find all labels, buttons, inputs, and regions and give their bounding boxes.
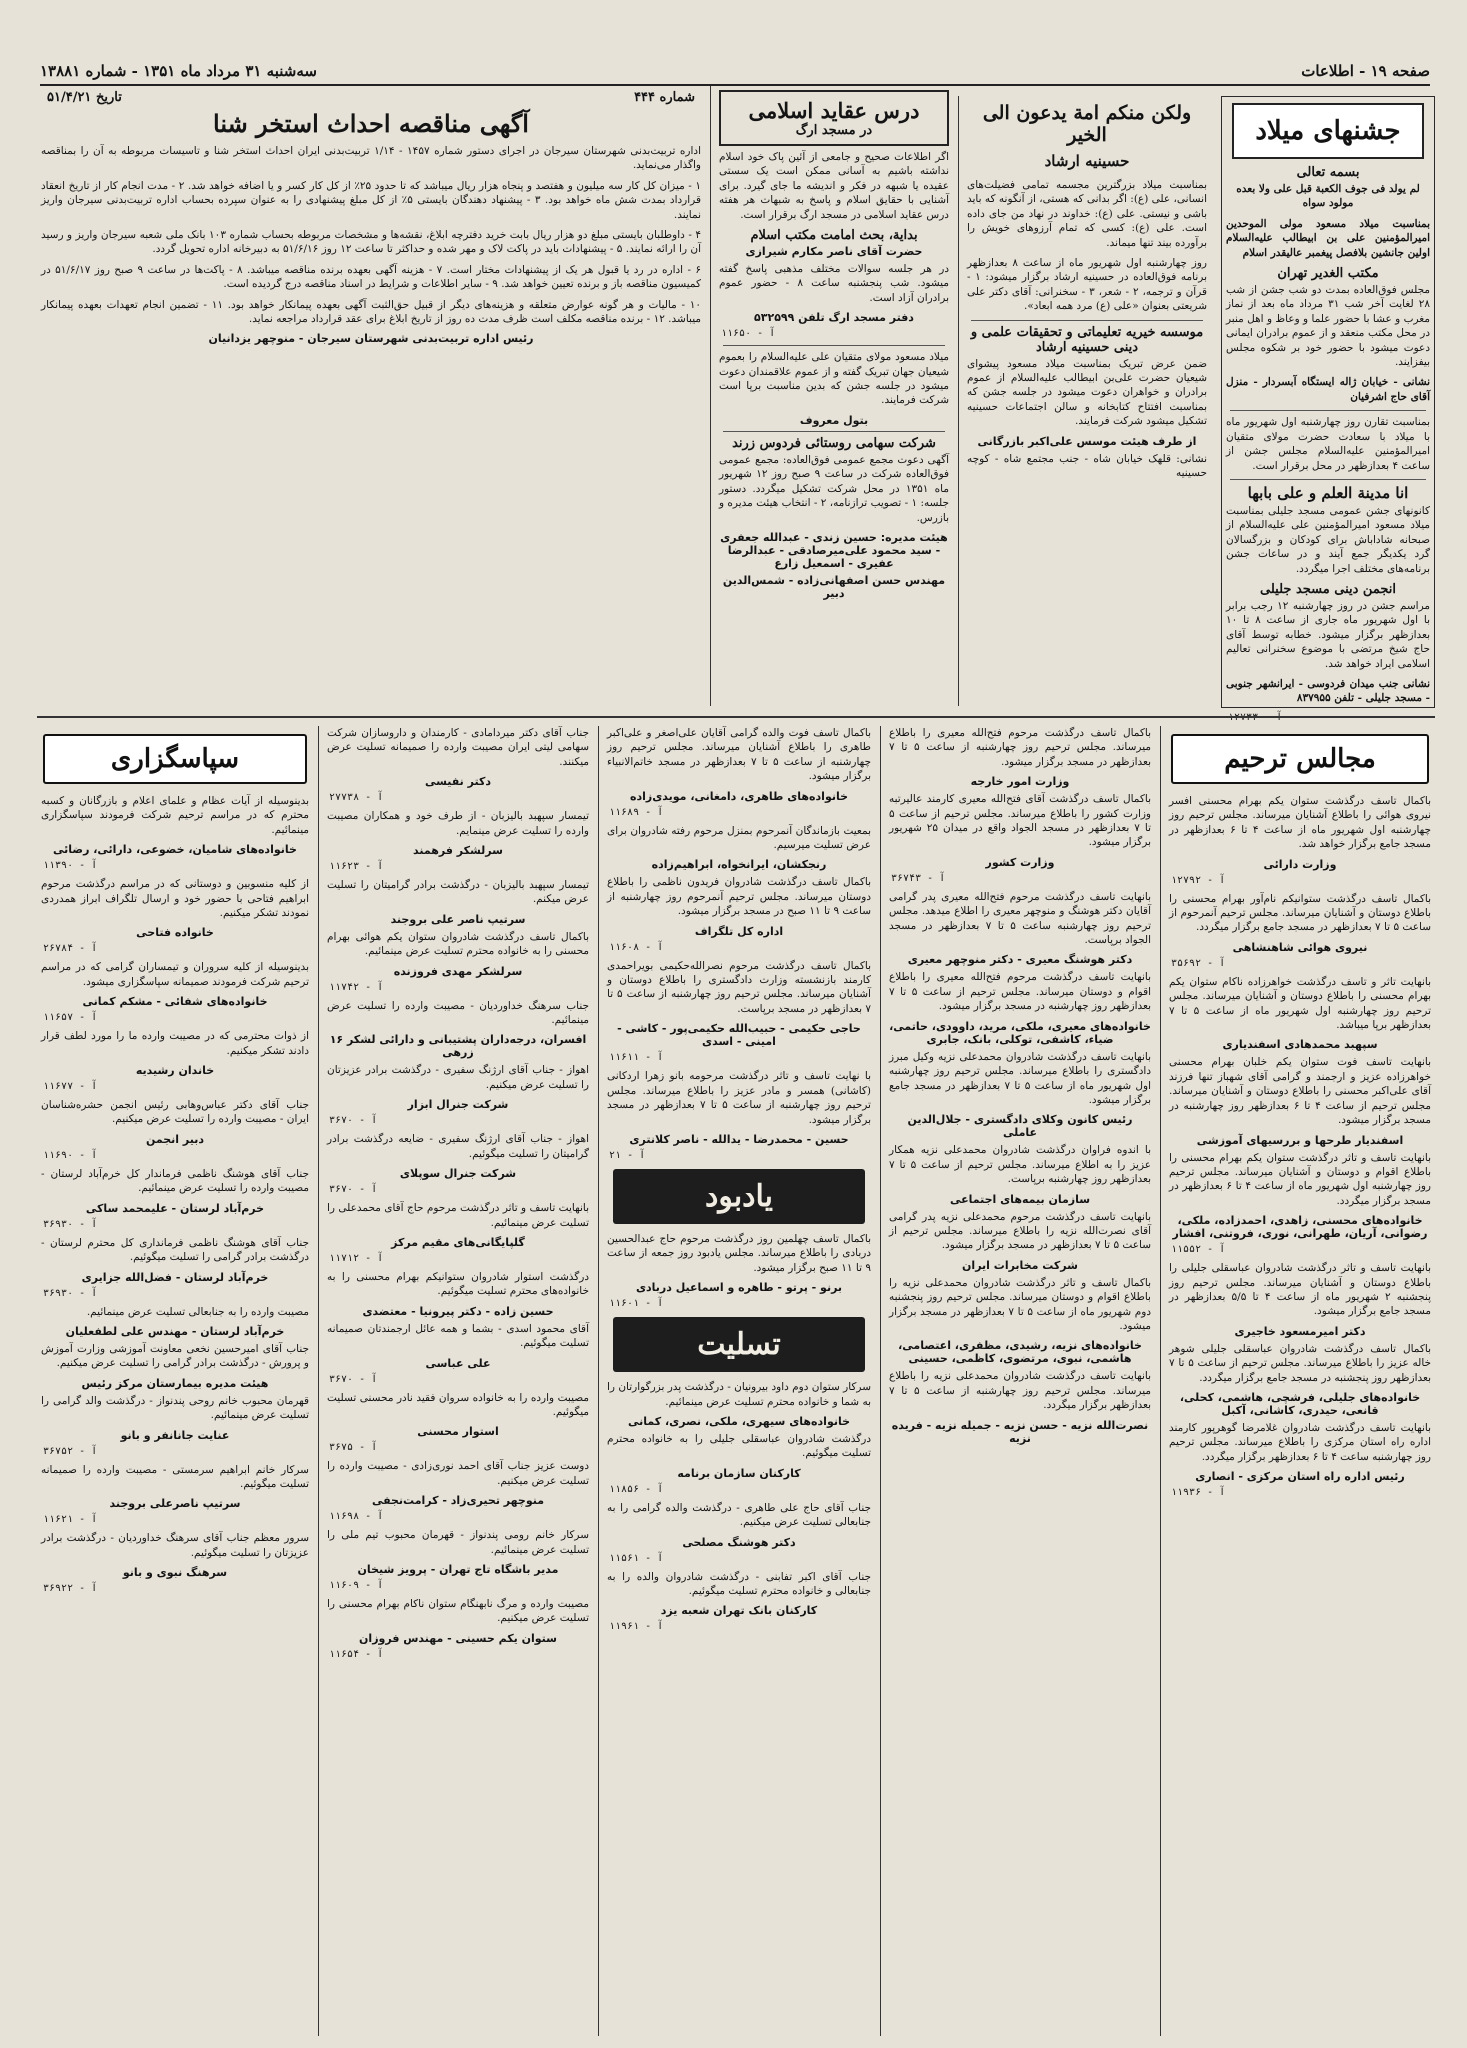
- notice-signature: ستوان یکم حسینی - مهندس فروزان: [359, 1631, 557, 1645]
- notice-signature: کارکنان سازمان برنامه: [677, 1466, 801, 1480]
- islamic-lessons-ad: [715, 86, 953, 706]
- notice: تیمسار سپهبد بالیزبان - درگذشت برادر گرامیتان را تسلیت عرض میکنم.: [327, 879, 589, 906]
- notice: بانهایت تاسف درگذشت شادروان محمدعلی نزیه وکیل مبرز دادگستری را باطلاع میرساند. مجلس ترحیم روز چهارشنبه اول شهریور ماه از ساعت ۵ تا ۷ بعدازظهر در مسجد جامع برگزار میشود.: [889, 1050, 1151, 1106]
- notice-signature: خانواده‌های طاهری، دامغانی، مویدی‌زاده: [629, 789, 849, 803]
- notice-code: آ - ۳۵۶۹۲: [1171, 957, 1226, 969]
- notice: بانهایت تاسف و تاثر درگذشت مرحوم حاج آقای محمدعلی را تسلیت عرض مینمائیم.: [327, 1202, 589, 1229]
- notice: بانهایت تاسف فوت ستوان یکم خلبان بهرام محسنی خواهرزاده عزیز و ارجمند و گرامی آقای شهباز تنها فرزند آقای علی‌اکبر محسنی را باطلاع دوستان و آشنایان میرساند. مجلس ترحیم از ساعت ۴ تا ۶ بعدازظهر روز چهارشنبه در مسجد برگزار میشود.: [1169, 1056, 1431, 1127]
- hadith: لم یولد فی جوف الکعبة قبل علی ولا بعده مولود سواه: [1236, 183, 1420, 210]
- notice-signature: مدیر باشگاه تاج تهران - پرویز شیخان: [357, 1562, 559, 1576]
- notice-signature: سرتیپ ناصرعلی بروجند: [109, 1497, 241, 1511]
- notice: باکمال تاسف فوت والده گرامی آقایان علی‌اصغر و علی‌اکبر طاهری را باطلاع آشنایان میرساند. مجلس ترحیم روز چهارشنبه از ساعت ۵ تا ۷ بعدازظهر در مسجد خاتم‌الانبیاء برگزار میشود.: [607, 727, 871, 783]
- notice: باکمال تاسف درگذشت ستوانیکم نام‌آور بهرام محسنی را باطلاع دوستان و آشنایان میرساند. مجلس ترحیم آنمرحوم از ساعت ۵ تا ۷ بعدازظهر در مسجد جامع برگزار میگردد.: [1169, 892, 1431, 934]
- ershad-verse: ولکن منکم امة یدعون الی الخیر: [982, 102, 1192, 146]
- notice: باکمال تاسف درگذشت شادروان فریدون ناظمی را باطلاع دوستان میرساند. مجلس ترحیم آنمرحوم روز چهارشنبه از ساعت ۹ تا ۱۱ صبح در مسجد برگزار میشود.: [607, 876, 871, 918]
- notice-code: آ - ۳۶۷۵: [329, 1442, 378, 1454]
- notice-signature: خاندان رشیدیه: [135, 1064, 215, 1078]
- notice-code: آ - ۱۱۳۹۰: [43, 860, 98, 872]
- notice-code: آ - ۱۱۶۸۹: [609, 806, 664, 818]
- tender-terms-4: ۱۰ - مالیات و هر گونه عوارض متعلقه و هزینه‌های دیگر از قبیل حق‌الثبت آگهی بعهده پیمانکار خواهد بود. ۱۱ - تضمین انجام تعهدات بعهده پیمانکار میباشد. ۱۲ - برنده مناقصه مکلف است ظرف مدت ده روز از تاریخ ابلاغ برای عقد قرارداد مراجعه نماید.: [41, 298, 701, 326]
- notice: جناب آقای هوشنگ ناظمی فرماندار کل خرم‌آباد لرستان - مصیبت وارده را تسلیت عرض مینمائیم.: [41, 1167, 309, 1195]
- occasion-text: بمناسبت میلاد مسعود مولی الموحدین امیرالمؤمنین علی بن ابیطالب علیه‌السلام اولین جانشین بلافصل پیغمبر عالیقدر اسلام: [1226, 217, 1430, 259]
- notice-code: آ - ۳۶۹۲۲: [43, 1583, 98, 1595]
- ferdows-text: آگهی دعوت مجمع عمومی فوق‌العاده: مجمع عمومی فوق‌العاده شرکت در ساعت ۹ صبح روز ۱۲ شهریور ماه ۱۳۵۱ در محل شرکت تشکیل میگردد. دستور جلسه: ۱ - تصویب ترازنامه، ۲ - انتخاب هیئت مدیره و بازرس.: [719, 453, 950, 524]
- gratitude-banner: سپاسگزاری: [43, 734, 307, 784]
- notice: از کلیه منسوبین و دوستانی که در مراسم درگذشت مرحوم ابراهیم فتاحی با حضور خود و ارسال تلگراف ابراز همدردی نمودند تشکر میکنیم.: [41, 878, 309, 920]
- notice: مصیبت وارده را به جنابعالی تسلیت عرض مینمائیم.: [86, 1305, 309, 1318]
- notice-signature: خانواده‌های شامیان، خضوعی، دارائی، رضائی: [53, 843, 297, 857]
- notice: سرور معظم جناب آقای سرهنگ خداوردیان - درگذشت برادر عزیزتان را تسلیت میگوئیم.: [41, 1532, 309, 1559]
- memorial-column-1: [1165, 726, 1435, 2036]
- notice-signature: حسین - محمدرضا - یدالله - ناصر کلانتری: [629, 1132, 849, 1146]
- milad-title: جشنهای میلاد: [1232, 103, 1424, 159]
- lesson-frame: [719, 90, 949, 146]
- tender-signature: رئیس اداره تربیت‌بدنی شهرستان سیرجان - منوچهر یزدانیان: [208, 332, 534, 346]
- notice-signature: وزارت امور خارجه: [970, 775, 1070, 789]
- notice: آقای محمود اسدی - بشما و همه عائل ارجمندتان صمیمانه تسلیت میگوئیم.: [327, 1322, 589, 1350]
- notice-signature: سرهنگ نبوی و بانو: [122, 1566, 228, 1580]
- notice-code: آ - ۳۶۷۰: [329, 1115, 378, 1127]
- notice-code: آ - ۱۱۶۹۰: [43, 1149, 98, 1161]
- lesson-text-2: در هر جلسه سوالات مختلف مذهبی پاسخ گفته میشود. شب پنجشنبه ساعت ۸ - حضور عموم برادران آزاد است.: [719, 263, 949, 304]
- notice: بانهایت تاسف درگذشت شادروان محمدعلی نزیه را باطلاع میرساند. مجلس ترحیم روز چهارشنبه از ساعت ۵ تا ۷ بعدازظهر برگزار میگردد.: [889, 1370, 1152, 1412]
- notice-signature: خرم‌آباد لرستان - علیمحمد ساکی: [85, 1201, 265, 1215]
- notice-signature: خرم‌آباد لرستان - مهندس علی لطفعلیان: [65, 1324, 285, 1338]
- notice: اهواز - جناب آقای ارژنگ سفیری - درگذشت برادر عزیزتان را تسلیت عرض میکنیم.: [327, 1064, 589, 1091]
- notice-code: آ - ۱۱۶۰۱: [609, 1298, 664, 1310]
- notice: دوست عزیز جناب آقای احمد نوری‌زادی - مصیبت وارده را تسلیت عرض میکنیم.: [327, 1460, 589, 1487]
- notice-signature: سرتیپ ناصر علی بروجند: [390, 912, 526, 926]
- notice-signature: عنایت جانانفر و بانو: [120, 1428, 230, 1442]
- notice: بمعیت بازماندگان آنمرحوم بمنزل مرحوم رفته شادروان برای عرض تسلیت میرسیم.: [607, 824, 871, 852]
- tender-terms-2: ۴ - داوطلبان بایستی مبلغ دو هزار ریال بابت خرید دفترچه ابلاغ، نقشه‌ها و مشخصات مربوطه بحساب شماره ۱۰۳ بانک ملی شعبه سیرجان واریز و رسید آن را ارائه نمایند. ۵ - پیشنهادات باید در پاکت لاک و مهر شده و حداکثر تا ساعت ۱۲ روز ۵۱/۶/۱۶ به دبیرخانه اداره تحویل گردد.: [41, 229, 702, 256]
- notice: جناب سرهنگ خداوردیان - مصیبت وارده را تسلیت عرض مینمائیم.: [327, 999, 589, 1027]
- lesson-speaker: حضرت آقای ناصر مکارم شیرازی: [745, 245, 923, 259]
- notice: باکمال تاسف درگذشت ستوان یکم بهرام محسنی افسر نیروی هوائی را باطلاع آشنایان میرساند. مجلس ترحیم روز چهارشنبه اول شهریور ماه از ساعت ۴ تا ۶ بعدازظهر در مسجد جامع برگزار خواهد شد.: [1169, 795, 1431, 851]
- ghadir-text: مجلس فوق‌العاده بمدت دو شب جشن از شب ۲۸ لغایت آخر شب ۳۱ مرداد ماه بعد از نماز مغرب و عشا با حضور علما و وعاظ و اهل منبر در محل مکتب منعقد و از عموم برادران ایمانی دعوت میشود با حضور خود بر شکوه مجلس بیفزایند.: [1226, 284, 1431, 369]
- ershad-org: حسینیه ارشاد: [1044, 152, 1130, 170]
- notice-signature: دبیر انجمن: [145, 1132, 205, 1146]
- notice-code: آ - ۲۷۷۳۸: [329, 792, 384, 804]
- notice-signature: سرلشکر فرهمند: [413, 844, 503, 858]
- notice: بدینوسیله از کلیه سروران و تیمساران گرامی که در مراسم ترحیم شرکت فرمودند صمیمانه سپاسگزاری میشود.: [41, 961, 309, 988]
- notice: با اندوه فراوان درگذشت شادروان محمدعلی نزیه همکار عزیز را به اطلاع میرساند. مجلس ترحیم از ساعت ۵ تا ۷ بعدازظهر روز چهارشنبه برپاست.: [889, 1144, 1152, 1186]
- notice: باکمال تاسف درگذشت مرحوم فتح‌الله معیری را باطلاع میرساند. مجلس ترحیم روز چهارشنبه از ساعت ۵ تا ۷ بعدازظهر در مسجد برگزار میشود.: [889, 727, 1152, 768]
- notice-signature: خانواده‌های نزیه، رشیدی، مظفری، اعتصامی، هاشمی، نبوی، مرتضوی، کاظمی، حسینی: [898, 1339, 1142, 1366]
- notice-signature: حسین زاده - دکتر پیرونیا - معتضدی: [362, 1304, 554, 1318]
- ershad-ad: [963, 96, 1211, 706]
- ershad-text-2: روز چهارشنبه اول شهریور ماه از ساعت ۸ بعدازظهر برنامه فوق‌العاده در حسینیه ارشاد برگزار میشود: ۱ - قرآن و ترجمه، ۲ - شعر، ۳ - سخنرانی: آقای دکتر علی شریعتی بعنوان «علی (ع) مرد همه ابعاد».: [967, 257, 1208, 313]
- notice: مصیبت وارده را به خانواده سروان فقید نادر محسنی تسلیت میگوئیم.: [327, 1391, 589, 1418]
- notice-signature: علی عباسی: [425, 1356, 491, 1370]
- basmala: بسمه تعالی: [1296, 165, 1360, 180]
- notice: بدینوسیله از آیات عظام و علمای اعلام و بازرگانان و کسبه محترم که در مراسم ترحیم شرکت فرمودند سپاسگزاری مینمائیم.: [41, 795, 309, 836]
- notice: سرکار ستوان دوم داود بیرونیان - درگذشت پدر بزرگوارتان را به شما و خانواده محترم تسلیت عرض مینمائیم.: [607, 1381, 871, 1408]
- notice-signature: استوار محسنی: [417, 1425, 499, 1439]
- notice-signature: نیروی هوائی شاهنشاهی: [1232, 940, 1368, 954]
- notice: جناب آقای هوشنگ ناظمی فرمانداری کل محترم لرستان - درگذشت برادر گرامی را تسلیت میگوئیم.: [41, 1236, 309, 1264]
- notice-code: آ - ۱۱۸۵۶: [609, 1483, 664, 1495]
- tender-number: شماره ۴۴۴: [634, 90, 695, 105]
- tender-intro: اداره تربیت‌بدنی شهرستان سیرجان در اجرای دستور شماره ۱۴۵۷ - ۱/۱۴ تربیت‌بدنی ایران احداث استخر شنا و تاسیسات مربوطه به آن را بمناقصه واگذار می‌نماید.: [41, 145, 701, 172]
- notice-signature: خانواده‌های جلیلی، فرشچی، هاشمی، کحلی، قانعی، حیدری، کاشانی، آکبل: [1179, 1390, 1421, 1417]
- notice: باکمال تاسف درگذشت شادروان ستوان یکم هوائی بهرام محسنی را به خانواده محترم تسلیت عرض مینمائیم.: [327, 930, 589, 958]
- notice-signature: دکتر هوشنگ معیری - دکتر منوچهر معیری: [907, 953, 1133, 967]
- notice: با نهایت تاسف و تاثر درگذشت مرحومه بانو زهرا اردکانی (کاشانی) همسر و مادر عزیز را باطلاع میرساند. مجلس ترحیم روز چهارشنبه از ساعت ۵ تا ۷ بعدازظهر در مسجد برگزار میشود.: [607, 1070, 871, 1126]
- remembrance-banner: یادبود: [613, 1169, 865, 1224]
- notice-signature: افسران، درجه‌داران پشتیبانی و دارائی لشکر ۱۶ زرهی: [329, 1033, 587, 1060]
- notice-code: آ - ۳۶۷۴۳: [891, 872, 946, 884]
- notice-signature: دکتر نفیسی: [424, 775, 492, 789]
- notice-code: آ - ۱۱۹۳۶: [1171, 1487, 1226, 1499]
- notice-signature: سپهبد محمدهادی اسفندیاری: [1222, 1038, 1378, 1052]
- notice-signature: حاجی حکیمی - حبیب‌الله حکیمی‌پور - کاشی - امینی - اسدی: [617, 1022, 861, 1049]
- gratitude-column: [37, 726, 313, 2036]
- ershad-signature: از طرف هیئت موسس علی‌اکبر بازرگانی: [977, 434, 1197, 448]
- memorial-column-3: [603, 726, 875, 2036]
- notice-code: آ - ۱۱۶۷۷: [43, 1081, 98, 1093]
- ferdows-board-2: مهندس حسن اصفهانی‌زاده - شمس‌الدین دبیر: [722, 573, 946, 600]
- jalili-text: کانونهای جشن عمومی مسجد جلیلی بمناسبت میلاد مسعود امیرالمؤمنین علی علیه‌السلام از صبحانه شاداباش برای کودکان و بزرگسالان گرد یکدیگر جمع آیند و در ساعات جشن برنامه‌های مختلف اجرا میگردد.: [1226, 504, 1430, 575]
- notice-signature: منوچهر تحیری‌زاد - کرامت‌نجفی: [371, 1494, 545, 1508]
- notice: تیمسار سپهبد بالیزبان - از طرف خود و همکاران مصیبت وارده را تسلیت عرض مینمایم.: [327, 810, 589, 837]
- notice-signature: وزارت دارائی: [1263, 857, 1337, 871]
- notice: جناب آقای دکتر عباس‌وهابی رئیس انجمن حشره‌شناسان ایران - مصیبت وارده را تسلیت عرض میکنیم.: [41, 1099, 309, 1126]
- notice: بانهایت تاثر و تاسف درگذشت خواهرزاده ناکام ستوان یکم بهرام محسنی را باطلاع دوستان و آشنایان میرساند. مجلس ترحیم روز چهارشنبه اول شهریور ماه از ساعت ۵ تا ۷ بعدازظهر برپا میباشد.: [1169, 975, 1431, 1032]
- notice: مصیبت وارده و مرگ نابهنگام ستوان ناکام بهرام محسنی را تسلیت عرض میکنیم.: [327, 1597, 589, 1625]
- tender-date: تاریخ ۵۱/۴/۲۱: [47, 90, 122, 105]
- lesson-title: درس عقاید اسلامی: [748, 98, 920, 123]
- milad-celebrations-ad: [1221, 96, 1435, 708]
- notice-signature: وزارت کشور: [985, 855, 1055, 869]
- congrats-signature: بتول معروف: [799, 413, 869, 427]
- condolence-banner: تسلیت: [613, 1317, 865, 1372]
- notice-code: آ - ۱۱۶۵۷: [43, 1012, 98, 1024]
- notice-code: آ - ۱۱۶۹۸: [329, 1511, 384, 1523]
- notice: سرکار خانم ابراهیم سرمستی - مصیبت وارده را صمیمانه تسلیت میگوئیم.: [41, 1463, 309, 1490]
- notice-signature: گلپایگانی‌های مقیم مرکز: [391, 1235, 525, 1249]
- notice-signature: شرکت مخابرات ایران: [962, 1258, 1078, 1272]
- notice-code: آ - ۱۱۵۵۲: [1171, 1244, 1226, 1256]
- notice-code: آ - ۱۱۶۲۱: [43, 1514, 98, 1526]
- notice-code: آ - ۱۱۶۱۱: [609, 1052, 664, 1064]
- notice-signature: شرکت جنرال ابزار: [407, 1098, 509, 1112]
- notice-signature: خانواده‌های معیری، ملکی، مرید، داوودی، حاتمی، ضیاء، کاشفی، توکلی، بانک، جابری: [889, 1019, 1151, 1046]
- notice-signature: شرکت جنرال سوپلای: [399, 1167, 517, 1181]
- notice: درگذشت شادروان عباسقلی جلیلی را به خانواده محترم تسلیت میگوئیم.: [607, 1432, 871, 1460]
- tender-terms-3: ۶ - اداره در رد یا قبول هر یک از پیشنهادات مختار است. ۷ - هزینه آگهی بعهده برنده مناقصه میباشد. ۸ - پاکت‌ها در ساعت ۹ صبح روز ۵۱/۶/۱۷ در کمیسیون مناقصه باز و برنده تعیین خواهد شد. ۹ - سایر اطلاعات و شرایط در اسناد مناقصه درج گردیده است.: [41, 263, 701, 291]
- notice-signature: خرم‌آباد لرستان - فضل‌الله جزایری: [81, 1270, 269, 1284]
- notice-signature: رئیس اداره راه استان مرکزی - انصاری: [1195, 1470, 1405, 1484]
- notice-signature: خانواده‌های شفائی - مشکم کمانی: [82, 995, 268, 1009]
- notice: بانهایت تاسف درگذشت شادروان غلامرضا گوهرپور کارمند اداره راه استان مرکزی را باطلاع میرساند. مجلس ترحیم روز چهارشنبه ساعت ۴ تا ۶ بعدازظهر برگزار میگردد.: [1169, 1421, 1431, 1463]
- notice-signature: کارکنان بانک تهران شعبه یزد: [660, 1604, 818, 1618]
- notice: بانهایت تاسف درگذشت مرحوم محمدعلی نزیه پدر گرامی آقای نصرت‌الله نزیه را باطلاع میرساند. مجلس ترحیم از ساعت ۵ تا ۷ بعدازظهر در مسجد برگزار میشود.: [889, 1210, 1151, 1252]
- notice-code: آ - ۱۱۶۰۹: [329, 1579, 384, 1591]
- ershad-text-3: ضمن عرض تبریک بمناسبت میلاد مسعود پیشوای شیعیان حضرت علی‌بن ابیطالب علیه‌السلام از عموم برادران و خواهران دعوت میشود در جلسه جشن که بمناسبت افتتاح کتابخانه و سالن اجتماعات حسینیه تشکیل میشود شرکت فرمایند.: [967, 357, 1207, 428]
- memorial-column-2: [885, 726, 1155, 2036]
- notice-signature: دکتر امیرمسعود خاجیری: [1234, 1324, 1366, 1338]
- notice-code: آ - ۲۶۷۸۴: [43, 943, 98, 955]
- ershad-title-2: موسسه خیریه تعلیماتی و تحقیقات علمی و دینی حسینیه ارشاد: [970, 324, 1204, 355]
- lesson-signature: دفتر مسجد ارگ تلفن ۵۳۲۵۹۹: [754, 311, 914, 325]
- notice-code: آ - ۱۱۶۲۳: [329, 861, 384, 873]
- tender-terms-1: ۱ - میزان کل کار سه میلیون و هفتصد و پنجاه هزار ریال میباشد که تا حدود ۲۵٪ از کل کار کسر و یا اضافه خواهد شد. ۲ - مدت انجام کار از تاریخ انعقاد قرارداد بمدت شش ماه خواهد بود. ۳ - پیشنهاد دهندگان بایستی ۵٪ از کل مبلغ پیشنهادی را به عنوان سپرده بحساب اداره تربیت‌بدنی سیرجان واریز نمایند.: [41, 179, 701, 221]
- ghadir-address: نشانی - خیابان ژاله ایستگاه آبسردار - منزل آقای حاج اشرفیان: [1226, 376, 1430, 403]
- notice-signature: برنو - پرتو - طاهره و اسماعیل دربادی: [635, 1281, 843, 1295]
- notice-code: آ - ۳۶۹۳۰: [43, 1287, 98, 1299]
- notice: باکمال تاسف و تاثر درگذشت شادروان محمدعلی نزیه را باطلاع اقوام و دوستان میرساند. مجلس ترحیم روز پنجشنبه دوم شهریور ماه از ساعت ۵ تا ۷ بعدازظهر در مسجد برگزار میشود.: [889, 1276, 1151, 1332]
- page-number: صفحه ۱۹ - اطلاعات: [1301, 62, 1430, 80]
- notice-code: آ - ۱۱۹۶۱: [609, 1621, 664, 1633]
- jalili-org: انجمن دینی مسجد جلیلی: [1260, 581, 1396, 597]
- notice: باکمال تاسف درگذشت شادروان عباسقلی جلیلی شوهر خاله عزیز را باطلاع میرساند. مجلس ترحیم از ساعت ۵ تا ۷ بعدازظهر روز پنجشنبه در مسجد جامع برگزار میگردد.: [1169, 1342, 1432, 1384]
- org-ghadir: مکتب الغدیر تهران: [1277, 266, 1379, 282]
- notice-code: آ - ۳۶۷۰: [329, 1184, 378, 1196]
- lesson-subtitle: در مسجد ارگ: [795, 123, 873, 138]
- notice-signature: سرلشکر مهدی فروزنده: [393, 964, 523, 978]
- tender-title: آگهی مناقصه احداث استخر شنا: [213, 109, 529, 138]
- tender-notice: [37, 86, 705, 706]
- notice-code: آ - ۱۱۷۱۲: [329, 1252, 384, 1264]
- lesson-text: اگر اطلاعات صحیح و جامعی از آئین پاک خود اسلام نداشته باشیم به آسانی ممکن است یک سستی عقیده یا شبهه در فکر و اندیشه ما جای گیرد. برای آشنایی با حقایق اسلام و پاسخ به شبهات هر هفته درس عقاید اسلامی در مسجد ارگ برقرار است.: [719, 151, 949, 221]
- congrats-text: میلاد مسعود مولای متقیان علی علیه‌السلام را بعموم شیعیان جهان تبریک گفته و از عموم علاقمندان دعوت میشود در جلسه جشن که بدین مناسبت برپا است شرکت فرمایند.: [719, 351, 949, 407]
- notice-code: آ - ۱۱۵۶۱: [609, 1552, 664, 1564]
- notice-signature: خانواده‌های محسنی، زاهدی، احمدزاده، ملکی، رضوانی، آریان، طهرانی، نوری، فروتنی، افشار: [1172, 1214, 1428, 1241]
- notice-code: آ - ۳۶۷۰: [329, 1373, 378, 1385]
- ali-gate-title: انا مدینة العلم و علی بابها: [1247, 483, 1409, 502]
- issue-date: سه‌شنبه ۳۱ مرداد ماه ۱۳۵۱ - شماره ۱۳۸۸۱: [40, 62, 317, 80]
- notice-signature: رنجکشان، ایرانخواه، ابراهیم‌زاده: [651, 858, 827, 872]
- notice-code: آ - ۱۱۶۵۴: [329, 1648, 384, 1660]
- ferdows-board: هیئت مدیره: حسین زندی - عبدالله جعفری - سید محمود علی‌میرصادقی - عبدالرضا عفیری - اسمعیل زارع: [720, 530, 948, 570]
- notice-signature: نصرت‌الله نزیه - حسن نزیه - جمیله نزیه - فریده نزیه: [891, 1418, 1149, 1445]
- memorial-banner: مجالس ترحیم: [1171, 734, 1429, 784]
- milad-text-2: بمناسبت تقارن روز چهارشنبه اول شهریور ماه با میلاد با سعادت حضرت مولای متقیان امیرالمؤمنین علیه‌السلام مجلس جشن از ساعت ۴ بعدازظهر در محل برقرار است.: [1226, 416, 1430, 472]
- page-header: [40, 58, 1430, 86]
- notice: درگذشت استوار شادروان ستوانیکم بهرام محسنی را به خانواده‌های محترم تسلیت میگوئیم.: [327, 1270, 589, 1298]
- notice-code: آ - ۱۱۶۰۸: [609, 941, 664, 953]
- notice: بانهایت تاسف و تاثر درگذشت شادروان عباسقلی جلیلی را باطلاع دوستان و آشنایان میرساند. مجلس ترحیم روز پنجشنبه ۲ شهریور ماه از ساعت ۴ تا ۵/۵ بعدازظهر در مسجد جامع برگزار میشود.: [1169, 1262, 1432, 1318]
- lesson-topic: بدایة، بحث امامت مکتب اسلام: [750, 228, 918, 244]
- notice: باکمال تاسف چهلمین روز درگذشت مرحوم حاج عبدالحسین دربادی را باطلاع میرساند. مجلس یادبود روز جمعه از ساعت ۹ تا ۱۱ صبح برگزار میشود.: [607, 1232, 871, 1274]
- notice: جناب آقای امیرحسین نخعی معاونت آموزشی وزارت آموزش و پرورش - درگذشت برادر گرامی را تسلیت عرض میکنیم.: [41, 1342, 309, 1370]
- notice-signature: دکتر هوشنگ مصلحی: [682, 1535, 796, 1549]
- notice: باکمال تاسف درگذشت آقای فتح‌الله معیری کارمند عالیرتبه وزارت کشور را باطلاع میرساند. مجلس ترحیم از ساعت ۵ تا ۷ بعدازظهر در مسجد الجواد واقع در میدان ۲۵ شهریور برگزار میشود.: [889, 793, 1151, 849]
- notice-code: آ - ۱۲۷۹۲: [1171, 874, 1226, 886]
- lesson-code: آ - ۱۱۶۵۰: [721, 328, 776, 340]
- condolence-column: [323, 726, 593, 2036]
- jalili-address: نشانی جنب میدان فردوسی - ایرانشهر جنوبی - مسجد جلیلی - تلفن ۸۳۷۹۵۵: [1226, 677, 1430, 705]
- notice-signature: خانواده‌های سیهری، ملکی، نصری، کمانی: [627, 1414, 851, 1428]
- notice-signature: سازمان بیمه‌های اجتماعی: [949, 1192, 1091, 1206]
- notice-code: آ - ۱۱۷۴۲: [329, 981, 384, 993]
- notice-signature: خانواده فتاحی: [136, 926, 214, 940]
- notice: سرکار خانم رومی پندنواز - قهرمان محبوب تیم ملی را تسلیت عرض مینمائیم.: [327, 1529, 589, 1556]
- notice-signature: اسفندیار طرحها و بررسیهای آموزشی: [1196, 1133, 1404, 1147]
- notice: بانهایت تاسف درگذشت مرحوم فتح‌الله معیری پدر گرامی آقایان دکتر هوشنگ و منوچهر معیری را اطلاع میدهد. مجلس ترحیم روز چهارشنبه ساعت ۵ تا ۷ بعدازظهر در مسجد الجواد برپاست.: [889, 890, 1151, 947]
- notice: از ذوات محترمی که در مصیبت وارده ما را مورد لطف قرار دادند تشکر میکنیم.: [41, 1030, 309, 1057]
- notice-signature: هیئت مدیره بیمارستان مرکز رئیس: [81, 1376, 269, 1390]
- notice-code: آ - ۲۱: [609, 1149, 646, 1161]
- notice-code: آ - ۳۶۹۳۰: [43, 1218, 98, 1230]
- notice: اهواز - جناب آقای ارژنگ سفیری - ضایعه درگذشت برادر گرامیتان را تسلیت میگوئیم.: [327, 1133, 589, 1160]
- notice: باکمال تاسف درگذشت مرحوم نصرالله‌حکیمی بویراحمدی کارمند بازنشسته وزارت دادگستری را باطلاع دوستان و آشنایان میرساند. مجلس ترحیم روز چهارشنبه از ساعت ۵ تا ۷ بعدازظهر در مسجد برپاست.: [607, 959, 871, 1015]
- notice: بانهایت تاسف درگذشت مرحوم فتح‌الله معیری را باطلاع اقوام و دوستان میرساند. مجلس ترحیم از ساعت ۵ تا ۷ بعدازظهر روز چهارشنبه در مسجد برگزار میشود.: [889, 971, 1152, 1013]
- notice: جناب آقای حاج علی طاهری - درگذشت والده گرامی را به جنابعالی تسلیت عرض میکنیم.: [607, 1501, 871, 1529]
- notice: بانهایت تاسف و تاثر درگذشت ستوان یکم بهرام محسنی را باطلاع اقوام و دوستان و آشنایان میرساند. مجلس ترحیم روز چهارشنبه اول شهریور ماه از ساعت ۴ تا ۶ بعدازظهر در مسجد برگزار میگردد.: [1169, 1151, 1432, 1207]
- notice-signature: رئیس کانون وکلای دادگستری - جلال‌الدین عاملی: [907, 1113, 1133, 1140]
- ershad-address: نشانی: قلهک خیابان شاه - جنب مجتمع شاه - کوچه حسینیه: [967, 452, 1207, 480]
- notice: جناب آقای دکتر میردامادی - کارمندان و داروسازان شرکت سهامی لیتی ایران مصیبت وارده را صمیمانه تسلیت عرض میکنند.: [327, 727, 589, 768]
- notice: قهرمان محبوب خانم روحی پندنواز - درگذشت والد گرامی را تسلیت عرض مینمائیم.: [41, 1394, 309, 1422]
- jalili-program: مراسم جشن در روز چهارشنبه ۱۲ رجب برابر با اول شهریور ماه جاری از ساعت ۸ تا ۱۰ بعدازظهر برگزار میشود. خطابه توسط آقای حاج شیخ مرتضی با موضوع سخنرانی تعالیم اسلامی ایراد خواهد شد.: [1226, 599, 1430, 670]
- notice-code: آ - ۳۶۷۵۲: [43, 1445, 98, 1457]
- ershad-text-1: بمناسبت میلاد بزرگترین مجسمه تمامی فضیلت‌های انسانی، علی (ع): اگر بدانی که هستی، از آنگونه که باید باشی و نیستی. علی (ع): خداوند در نهاد من جای داده است. علی (ع): کسی که تمام آرزوهای خویش را برآورده بیند تنها میماند.: [967, 179, 1207, 249]
- notice: جناب آقای اکبر تفابنی - درگذشت شادروان والده را به جنابعالی و خانواده محترم تسلیت میگوئیم.: [607, 1570, 871, 1597]
- notice-signature: اداره کل تلگراف: [694, 924, 784, 938]
- ferdows-title: شرکت سهامی روستائی فردوس زرند: [732, 435, 936, 451]
